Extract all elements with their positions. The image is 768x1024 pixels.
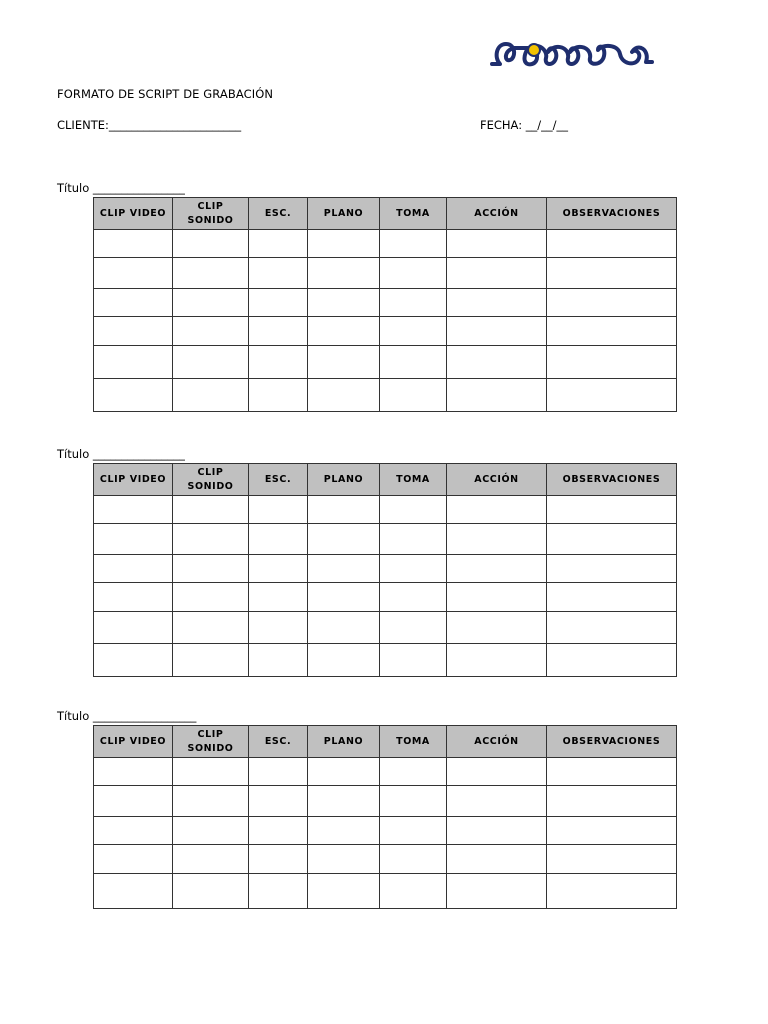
table-row	[94, 758, 677, 786]
table-cell[interactable]	[94, 346, 173, 379]
table-cell[interactable]	[173, 817, 249, 845]
table-cell[interactable]	[380, 379, 447, 412]
table-cell[interactable]	[249, 874, 308, 909]
table-cell[interactable]	[249, 845, 308, 874]
table-header-row	[94, 198, 677, 230]
header-plano: PLANO	[308, 726, 380, 758]
table-cell[interactable]	[308, 496, 380, 524]
table-cell[interactable]	[308, 346, 380, 379]
table-cell[interactable]	[447, 524, 547, 555]
table-cell[interactable]	[308, 583, 380, 612]
table-cell[interactable]	[547, 874, 677, 909]
table-cell[interactable]	[249, 644, 308, 677]
table-cell[interactable]	[380, 583, 447, 612]
header-plano: PLANO	[308, 464, 380, 496]
table-cell[interactable]	[447, 555, 547, 583]
table-cell[interactable]	[308, 317, 380, 346]
table-cell[interactable]	[547, 612, 677, 644]
table-row	[94, 258, 677, 289]
table-cell[interactable]	[173, 289, 249, 317]
table-cell[interactable]	[380, 524, 447, 555]
table-cell[interactable]	[173, 786, 249, 817]
table-cell[interactable]	[308, 817, 380, 845]
table-cell[interactable]	[547, 758, 677, 786]
header-toma: TOMA	[380, 726, 447, 758]
table-header-row	[94, 726, 677, 758]
header-clip-sonido-line1: CLIP	[197, 466, 224, 478]
table-cell[interactable]	[308, 845, 380, 874]
table-cell[interactable]	[547, 230, 677, 258]
table-cell[interactable]	[308, 555, 380, 583]
header-accion: ACCIÓN	[447, 464, 547, 496]
table-cell[interactable]	[249, 230, 308, 258]
table-cell[interactable]	[249, 496, 308, 524]
header-plano: PLANO	[308, 198, 380, 230]
table-cell[interactable]	[94, 817, 173, 845]
table-cell[interactable]	[447, 874, 547, 909]
table-cell[interactable]	[447, 786, 547, 817]
table-cell[interactable]	[173, 845, 249, 874]
table-cell[interactable]	[380, 817, 447, 845]
table-cell[interactable]	[547, 524, 677, 555]
header-accion: ACCIÓN	[447, 198, 547, 230]
table-cell[interactable]	[173, 230, 249, 258]
table-cell[interactable]	[380, 758, 447, 786]
table-cell[interactable]	[380, 346, 447, 379]
header-clip-video: CLIP VIDEO	[94, 726, 173, 758]
table-cell[interactable]	[249, 289, 308, 317]
table-row	[94, 524, 677, 555]
table-cell[interactable]	[249, 612, 308, 644]
table-cell[interactable]	[249, 555, 308, 583]
table-cell[interactable]	[308, 874, 380, 909]
table-cell[interactable]	[94, 583, 173, 612]
table-cell[interactable]	[547, 583, 677, 612]
section-title-1[interactable]: Título ________________	[57, 181, 185, 195]
table-cell[interactable]	[94, 845, 173, 874]
table-cell[interactable]	[547, 289, 677, 317]
table-cell[interactable]	[547, 379, 677, 412]
table-cell[interactable]	[308, 379, 380, 412]
table-cell[interactable]	[173, 758, 249, 786]
table-cell[interactable]	[308, 644, 380, 677]
table-cell[interactable]	[380, 496, 447, 524]
table-row	[94, 230, 677, 258]
header-clip-sonido-line1: CLIP	[197, 200, 224, 212]
table-cell[interactable]	[447, 317, 547, 346]
client-field[interactable]: CLIENTE:_______________________	[57, 118, 242, 132]
table-cell[interactable]	[308, 612, 380, 644]
company-logo	[490, 36, 654, 70]
table-cell[interactable]	[380, 555, 447, 583]
table-row	[94, 317, 677, 346]
table-cell[interactable]	[249, 317, 308, 346]
table-cell[interactable]	[447, 612, 547, 644]
table-header-row	[94, 464, 677, 496]
table-cell[interactable]	[249, 758, 308, 786]
header-clip-sonido-line1: CLIP	[197, 728, 224, 740]
table-cell[interactable]	[249, 817, 308, 845]
table-cell[interactable]	[380, 612, 447, 644]
table-cell[interactable]	[94, 379, 173, 412]
table-cell[interactable]	[547, 346, 677, 379]
table-cell[interactable]	[94, 786, 173, 817]
table-row	[94, 583, 677, 612]
header-toma: TOMA	[380, 198, 447, 230]
table-cell[interactable]	[249, 524, 308, 555]
table-cell[interactable]	[94, 230, 173, 258]
table-cell[interactable]	[447, 644, 547, 677]
table-cell[interactable]	[173, 524, 249, 555]
table-cell[interactable]	[447, 379, 547, 412]
table-cell[interactable]	[249, 346, 308, 379]
table-cell[interactable]	[94, 496, 173, 524]
table-cell[interactable]	[447, 817, 547, 845]
logo-squiggle	[492, 44, 652, 64]
table-cell[interactable]	[173, 379, 249, 412]
table-cell[interactable]	[380, 289, 447, 317]
table-cell[interactable]	[380, 874, 447, 909]
table-cell[interactable]	[94, 289, 173, 317]
table-row	[94, 845, 677, 874]
table-cell[interactable]	[249, 258, 308, 289]
section-title-2[interactable]: Título ________________	[57, 447, 185, 461]
header-accion: ACCIÓN	[447, 726, 547, 758]
table-cell[interactable]	[94, 874, 173, 909]
table-row	[94, 874, 677, 909]
table-cell[interactable]	[547, 644, 677, 677]
table-cell[interactable]	[173, 317, 249, 346]
header-clip-sonido	[173, 726, 249, 758]
table-cell[interactable]	[447, 496, 547, 524]
table-cell[interactable]	[249, 379, 308, 412]
table-cell[interactable]	[173, 496, 249, 524]
header-clip-sonido	[173, 464, 249, 496]
table-cell[interactable]	[447, 346, 547, 379]
table-row	[94, 379, 677, 412]
table-cell[interactable]	[173, 258, 249, 289]
table-cell[interactable]	[308, 524, 380, 555]
table-cell[interactable]	[380, 230, 447, 258]
table-cell[interactable]	[173, 612, 249, 644]
table-row	[94, 612, 677, 644]
table-cell[interactable]	[173, 874, 249, 909]
table-cell[interactable]	[447, 758, 547, 786]
table-cell[interactable]	[308, 758, 380, 786]
table-cell[interactable]	[547, 555, 677, 583]
header-observaciones: OBSERVACIONES	[547, 464, 677, 496]
table-cell[interactable]	[547, 845, 677, 874]
header-esc: ESC.	[249, 464, 308, 496]
table-cell[interactable]	[308, 258, 380, 289]
script-table-3	[93, 725, 677, 909]
table-row	[94, 289, 677, 317]
table-cell[interactable]	[94, 524, 173, 555]
logo-yellow-dot	[528, 44, 540, 56]
table-row	[94, 644, 677, 677]
script-table-2	[93, 463, 677, 677]
header-clip-sonido-line2: SONIDO	[187, 214, 234, 226]
table-cell[interactable]	[447, 258, 547, 289]
table-cell[interactable]	[249, 786, 308, 817]
script-table-1	[93, 197, 677, 412]
table-cell[interactable]	[380, 258, 447, 289]
table-cell[interactable]	[380, 644, 447, 677]
table-cell[interactable]	[447, 289, 547, 317]
header-observaciones: OBSERVACIONES	[547, 198, 677, 230]
table-cell[interactable]	[173, 583, 249, 612]
table-cell[interactable]	[447, 583, 547, 612]
table-cell[interactable]	[308, 230, 380, 258]
table-row	[94, 817, 677, 845]
header-clip-video: CLIP VIDEO	[94, 198, 173, 230]
table-cell[interactable]	[380, 786, 447, 817]
header-clip-sonido-line2: SONIDO	[187, 742, 234, 754]
table-row	[94, 555, 677, 583]
table-cell[interactable]	[547, 258, 677, 289]
table-cell[interactable]	[94, 317, 173, 346]
table-cell[interactable]	[308, 786, 380, 817]
table-cell[interactable]	[94, 555, 173, 583]
header-clip-sonido	[173, 198, 249, 230]
table-cell[interactable]	[447, 845, 547, 874]
table-cell[interactable]	[380, 317, 447, 346]
table-cell[interactable]	[173, 346, 249, 379]
date-field[interactable]: FECHA: __/__/__	[480, 118, 569, 132]
table-cell[interactable]	[94, 258, 173, 289]
table-row	[94, 346, 677, 379]
table-row	[94, 786, 677, 817]
table-cell[interactable]	[547, 786, 677, 817]
table-cell[interactable]	[547, 817, 677, 845]
table-cell[interactable]	[94, 758, 173, 786]
header-clip-video: CLIP VIDEO	[94, 464, 173, 496]
table-cell[interactable]	[547, 317, 677, 346]
header-toma: TOMA	[380, 464, 447, 496]
table-row	[94, 496, 677, 524]
table-cell[interactable]	[173, 644, 249, 677]
table-cell[interactable]	[94, 612, 173, 644]
header-clip-sonido-line2: SONIDO	[187, 480, 234, 492]
header-esc: ESC.	[249, 726, 308, 758]
document-title: FORMATO DE SCRIPT DE GRABACIÓN	[57, 87, 274, 101]
table-cell[interactable]	[547, 496, 677, 524]
table-cell[interactable]	[308, 289, 380, 317]
header-observaciones: OBSERVACIONES	[547, 726, 677, 758]
table-cell[interactable]	[94, 644, 173, 677]
table-cell[interactable]	[380, 845, 447, 874]
table-cell[interactable]	[249, 583, 308, 612]
header-esc: ESC.	[249, 198, 308, 230]
table-cell[interactable]	[447, 230, 547, 258]
section-title-3[interactable]: Título __________________	[57, 709, 197, 723]
table-cell[interactable]	[173, 555, 249, 583]
